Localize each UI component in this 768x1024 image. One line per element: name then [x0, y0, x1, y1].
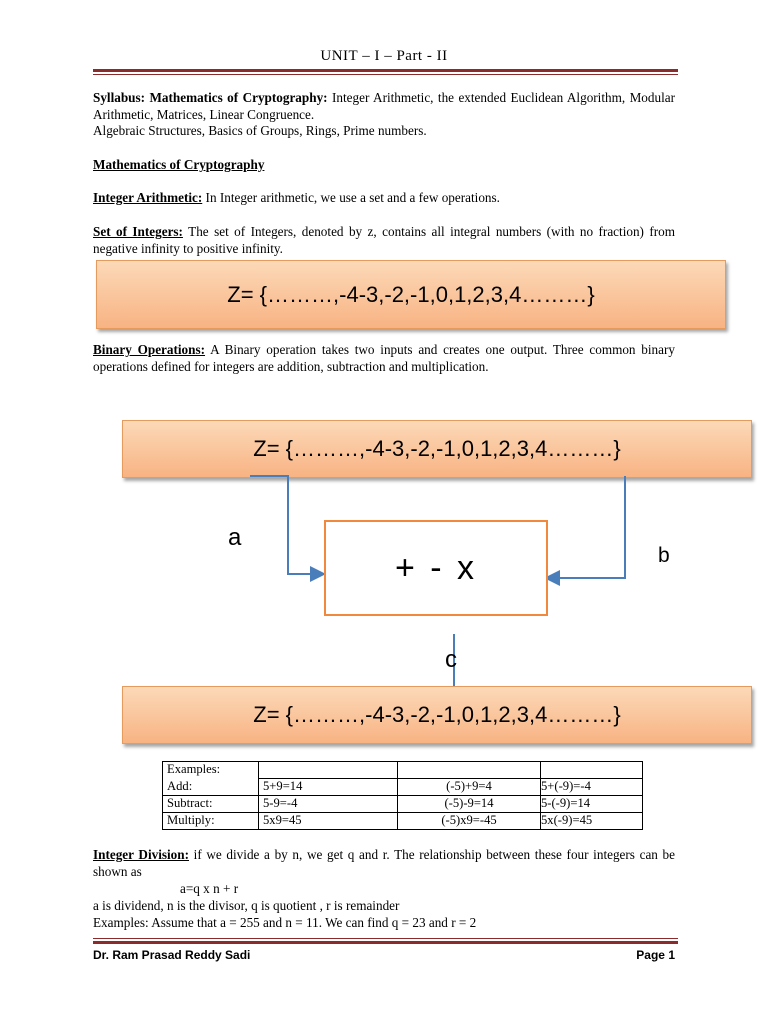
syllabus-line2: Algebraic Structures, Basics of Groups, Rings, Prime numbers.	[93, 123, 427, 138]
examples-table	[162, 761, 643, 830]
integer-set-text: Z= {………,-4-3,-2,-1,0,1,2,3,4………}	[227, 281, 595, 307]
table-row	[163, 796, 643, 813]
table-row	[163, 813, 643, 830]
syllabus-label: Syllabus: Mathematics of Cryptography:	[93, 90, 328, 105]
integer-arithmetic-text: In Integer arithmetic, we use a set and a few operations.	[205, 190, 500, 205]
output-integer-set-text: Z= {………,-4-3,-2,-1,0,1,2,3,4………}	[253, 702, 621, 727]
set-of-integers-label: Set of Integers:	[93, 224, 183, 239]
operator-box	[324, 520, 548, 616]
examples-heading: Examples:	[163, 762, 259, 779]
table-cell: Add:	[163, 779, 259, 796]
section-heading-text: Mathematics of Cryptography	[93, 157, 265, 172]
footer-rule-thick	[93, 941, 678, 944]
page-header-title: UNIT – I – Part - II	[320, 48, 448, 64]
table-cell: 5+(-9)=-4	[541, 779, 643, 796]
table-cell	[259, 762, 398, 779]
input-a-label: a	[228, 524, 242, 551]
integer-division-paragraph	[93, 847, 675, 880]
footer-page-number: Page 1	[636, 948, 675, 962]
syllabus-text: Integer Arithmetic, the extended Euclidean Algorithm, Modular Arithmetic, Matrices, Linear Congruence.	[93, 90, 675, 122]
integer-arithmetic-label: Integer Arithmetic:	[93, 190, 203, 205]
output-c-label: c	[445, 646, 457, 673]
table-cell: (-5)-9=14	[398, 796, 541, 813]
table-cell: (-5)x9=-45	[398, 813, 541, 830]
division-explanation: a is dividend, n is the divisor, q is quotient , r is remainder	[93, 898, 400, 913]
operator-label: + - x	[394, 548, 478, 587]
table-cell: (-5)+9=4	[398, 779, 541, 796]
table-cell: 5x(-9)=45	[541, 813, 643, 830]
table-cell	[398, 762, 541, 779]
table-cell: Subtract:	[163, 796, 259, 813]
arrow-b	[548, 476, 625, 578]
table-cell: 5x9=45	[259, 813, 398, 830]
input-b-label: b	[658, 544, 670, 567]
table-cell: 5-(-9)=14	[541, 796, 643, 813]
footer-author: Dr. Ram Prasad Reddy Sadi	[93, 948, 251, 962]
binary-operations-label: Binary Operations:	[93, 342, 206, 357]
table-cell: 5-9=-4	[259, 796, 398, 813]
table-row	[163, 779, 643, 796]
table-cell: Multiply:	[163, 813, 259, 830]
input-integer-set-text: Z= {………,-4-3,-2,-1,0,1,2,3,4………}	[253, 436, 621, 461]
arrow-a	[250, 476, 322, 574]
division-formula: a=q x n + r	[180, 881, 239, 896]
table-row	[163, 762, 643, 779]
integer-division-text: if we divide a by n, we get q and r. The relationship between these four integers can be shown as	[93, 847, 675, 879]
table-cell	[541, 762, 643, 779]
set-of-integers-text: The set of Integers, denoted by z, contains all integral numbers (with no fraction) from negative infinity to positive infinity.	[93, 224, 675, 256]
footer-rule-thin	[93, 938, 678, 939]
binary-operations-text: A Binary operation takes two inputs and creates one output. Three common binary operations defined for integers are addition, subtraction and multiplication.	[93, 342, 675, 374]
output-integer-set-box	[122, 686, 752, 744]
table-cell: 5+9=14	[259, 779, 398, 796]
integer-division-label: Integer Division:	[93, 847, 189, 862]
division-example: Examples: Assume that a = 255 and n = 11. We can find q = 23 and r = 2	[93, 915, 477, 930]
